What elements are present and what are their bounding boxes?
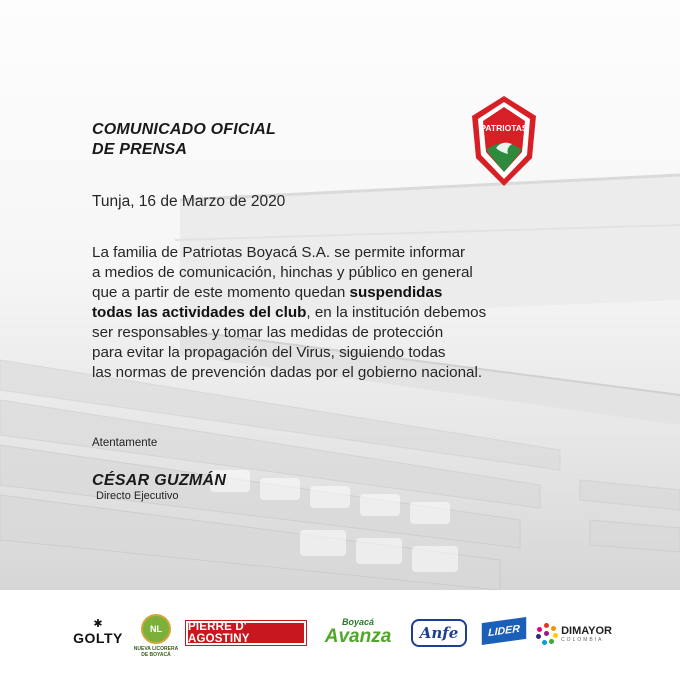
sponsors-bar [0,590,680,680]
body-line: La familia de Patriotas Boyacá S.A. se permite informar [92,244,466,261]
body-line [92,303,612,323]
signer-name: CÉSAR GUZMÁN [92,472,227,489]
crest-text: PATRIOTAS [480,123,528,133]
body-line [92,283,612,303]
dimayor-dots-icon [536,623,557,645]
dimayor-name: DIMAYOR [561,624,612,637]
letter-closing: Atentamente [92,437,158,449]
boyaca-main-label: Avanza [324,626,392,647]
sponsor-lider-logo: LIDER [482,617,526,645]
sponsor-anfe-logo: Anfe [411,619,467,647]
body-line: para evitar la propagación del Virus, siguiendo todas [92,344,446,361]
sponsor-pierre-dagostiny-logo: PIERRE D' AGOSTINY [186,621,306,645]
licorera-name: NUEVA LICORERA DE BOYACÁ [133,646,179,658]
sponsor-licorera-logo [132,610,180,662]
body-text-segment: que a partir de este momento quedan [92,284,350,301]
body-emphasis: todas las actividades del club [92,304,307,321]
sponsor-boyaca-avanza-logo [316,612,400,652]
body-line: ser responsables y tomar las medidas de protección [92,324,444,341]
body-line: las normas de prevención dadas por el gobierno nacional. [92,364,483,381]
title-line-2: DE PRENSA [92,141,188,158]
dimayor-subtitle: COLOMBIA [561,636,604,643]
boyaca-top-label: Boyacá [341,617,375,627]
patriotas-crest-logo [468,94,540,188]
letter-date: Tunja, 16 de Marzo de 2020 [92,193,286,210]
licorera-seal-icon: NL [141,614,171,644]
golty-mark-icon: ✱ [93,618,103,630]
body-emphasis: suspendidas [349,284,443,301]
title-line-1: COMUNICADO OFICIAL [92,121,277,138]
sponsor-golty-logo [68,614,128,650]
page-title [92,120,352,160]
golty-name: GOLTY [73,630,123,646]
body-text-segment: , en la institución debemos [306,304,487,321]
sponsor-dimayor-logo [536,616,612,652]
signer-role: Directo Ejecutivo [96,490,179,502]
body-line: a medios de comunicación, hinchas y público en general [92,264,473,281]
letter-body [92,243,612,383]
